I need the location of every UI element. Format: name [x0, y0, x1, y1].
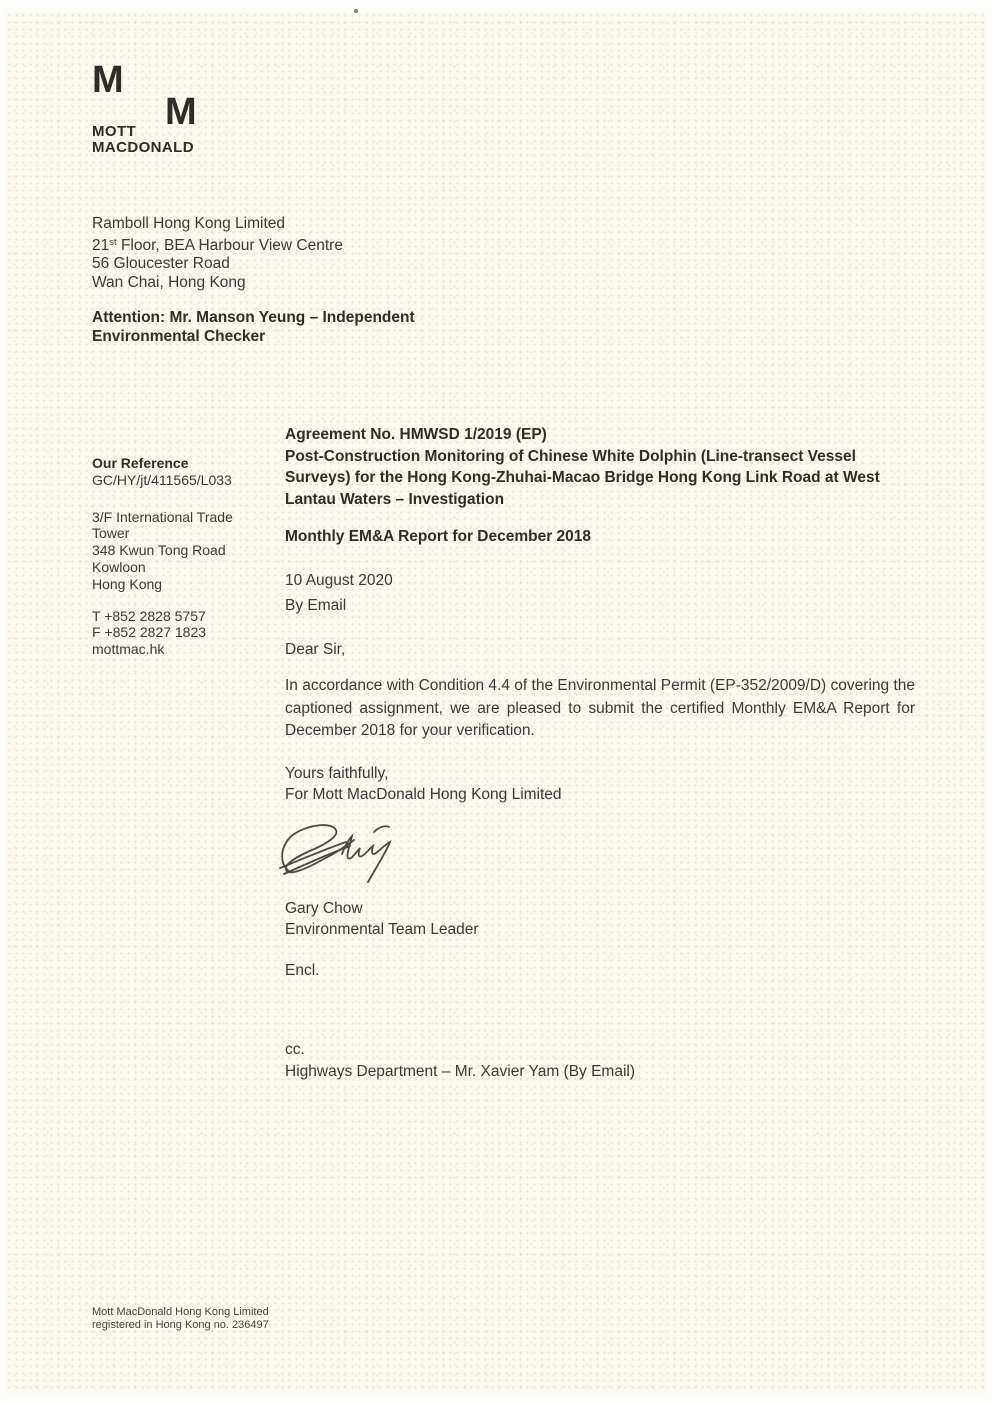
body-paragraph: In accordance with Condition 4.4 of the Environmental Permit (EP-352/2009/D) covering the captioned assignment, we are pleased to submit the certified Monthly EM&A Report for December 2018 for your verification.: [285, 677, 915, 739]
attention-line: Attention: Mr. Manson Yeung – Independent Environmental Checker: [92, 309, 415, 345]
logo-m-icon: M: [165, 91, 196, 133]
signer-title: Environmental Team Leader: [285, 921, 479, 938]
cc-block: [285, 1039, 915, 1082]
sender-office-address: [92, 509, 270, 593]
signing-company: For Mott MacDonald Hong Kong Limited: [285, 786, 562, 803]
valediction: Yours faithfully,: [285, 764, 389, 782]
signer-name: Gary Chow: [285, 899, 363, 917]
logo-wordmark-line2: MACDONALD: [92, 139, 194, 156]
fax-number: F +852 2827 1823: [92, 624, 207, 641]
phone-number: T +852 2828 5757: [92, 607, 206, 624]
footer-company: Mott MacDonald Hong Kong Limited: [92, 1306, 269, 1318]
closing-block: [285, 763, 915, 806]
handwritten-signature: [276, 820, 915, 894]
office-address-line: Tower: [92, 525, 130, 542]
footer-registration: registered in Hong Kong no. 236497: [92, 1319, 269, 1331]
reference-label: Our Reference: [92, 455, 189, 471]
delivery-method: By Email: [285, 597, 347, 614]
reference-number: GC/HY/jt/411565/L033: [92, 471, 232, 488]
sender-contact-block: [92, 608, 270, 658]
recipient-city: Wan Chai, Hong Kong: [92, 273, 246, 291]
agreement-number: Agreement No. HMWSD 1/2019 (EP): [285, 426, 547, 443]
logo-wordmark-line1: MOTT: [92, 123, 137, 140]
subject-block: [285, 424, 915, 510]
letter-date: 10 August 2020: [285, 571, 393, 589]
office-address-line: 348 Kwun Tong Road: [92, 542, 226, 559]
signature-icon: [276, 820, 404, 894]
recipient-street: 56 Gloucester Road: [92, 255, 230, 272]
recipient-floor-line: [92, 234, 462, 256]
floor-ordinal: st: [109, 236, 117, 248]
office-address-line: Kowloon: [92, 558, 146, 575]
floor-number: 21: [92, 236, 110, 254]
cc-label: cc.: [285, 1041, 305, 1058]
report-title: Monthly EM&A Report for December 2018: [285, 528, 592, 545]
office-address-line: Hong Kong: [92, 575, 163, 592]
letter-body-column: [285, 424, 915, 1082]
website-url: mottmac.hk: [92, 641, 165, 658]
recipient-company: Ramboll Hong Kong Limited: [92, 215, 285, 232]
salutation: Dear Sir,: [285, 640, 346, 658]
mott-macdonald-logo: [92, 61, 312, 171]
scan-artifact-dot: [354, 9, 358, 13]
subject-title: Post-Construction Monitoring of Chinese White Dolphin (Line-transect Vessel Surveys) for the Hong Kong-Zhuhai-Macao Bridge Hong Kong Link Road at West Lantau Waters – Investigation: [285, 447, 880, 508]
sender-sidebar: [92, 455, 270, 658]
office-address-line: 3/F International Trade: [92, 508, 233, 525]
logo-wordmark: [92, 124, 194, 156]
registration-footer: [92, 1306, 269, 1332]
signer-block: [285, 898, 915, 941]
recipient-address-block: [92, 215, 462, 346]
logo-m-icon: M: [92, 59, 123, 101]
cc-recipient: Highways Department – Mr. Xavier Yam (By Email): [285, 1062, 636, 1080]
enclosure-note: Encl.: [285, 961, 320, 979]
floor-rest: Floor, BEA Harbour View Centre: [116, 236, 343, 254]
